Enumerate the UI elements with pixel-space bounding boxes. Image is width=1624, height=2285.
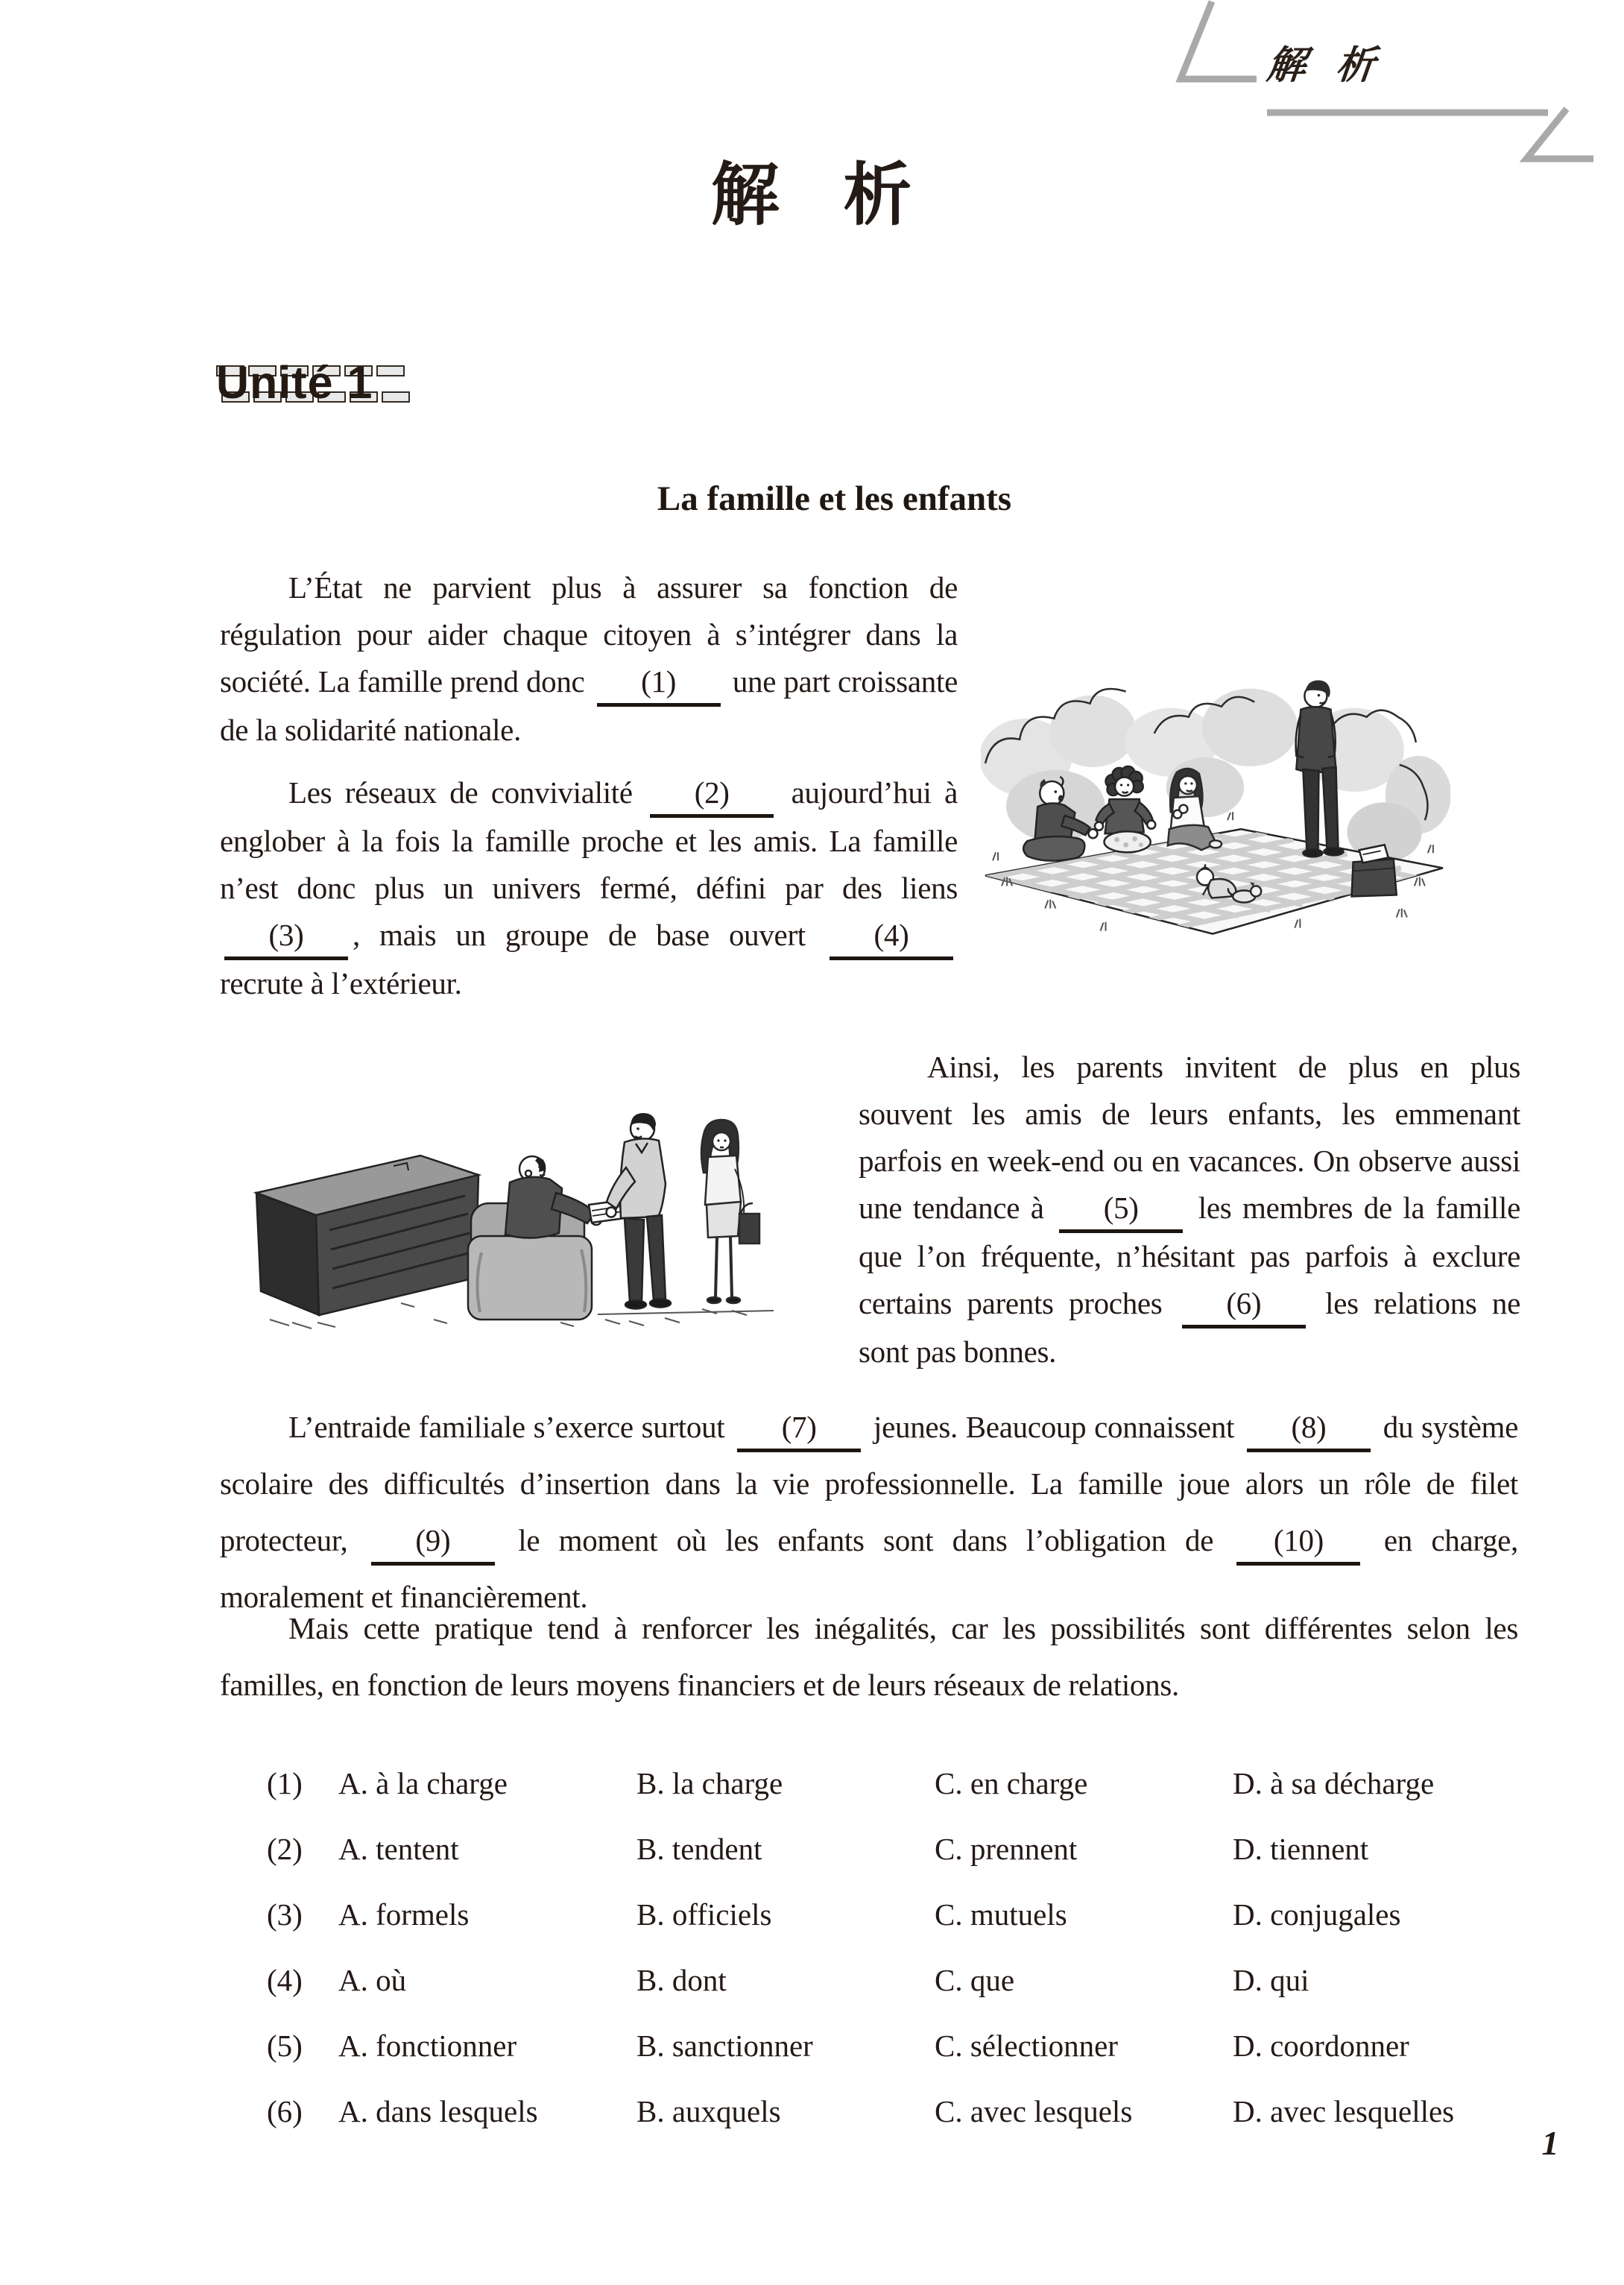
unit-heading-label: Unité 1 (216, 357, 373, 408)
option-number: (6) (267, 2094, 303, 2128)
option-a: A. dans lesquels (338, 2094, 538, 2128)
unit-heading (216, 359, 440, 412)
option-b: B. auxquels (636, 2094, 781, 2128)
zigzag-left-line (1181, 1, 1257, 79)
option-c: C. avec lesquels (935, 2094, 1133, 2128)
cloze-blank-5: (5) (1059, 1191, 1183, 1233)
option-number: (4) (267, 1963, 303, 1997)
office-handover-illustration (247, 1057, 796, 1345)
cloze-blank-6: (6) (1182, 1286, 1306, 1329)
option-number: (1) (267, 1766, 303, 1800)
cloze-blank-9: (9) (371, 1523, 495, 1566)
unit-tile (382, 391, 410, 403)
option-number: (5) (267, 2029, 303, 2063)
option-a: A. formels (338, 1897, 470, 1932)
cloze-blank-3: (3) (224, 918, 348, 960)
paragraph-5: Mais cette pratique tend à renforcer les inégalités, car les possibilités sont différentes selon les familles, en fonction de leurs moyens financiers et de leurs réseaux de relations. (220, 1611, 1518, 1702)
cloze-blank-7: (7) (737, 1410, 861, 1452)
option-d: D. conjugales (1233, 1897, 1401, 1932)
option-b: B. officiels (636, 1897, 772, 1932)
option-d: D. à sa décharge (1233, 1766, 1435, 1800)
page-number: 1 (1541, 2124, 1559, 2162)
option-c: C. que (935, 1963, 1015, 1997)
option-a: A. où (338, 1963, 407, 1997)
paragraph-1: L’État ne parvient plus à assurer sa fonction de régulation pour aider chaque citoyen à s’intégrer dans la société. La famille prend donc (1) une part croissante de la solidarité nationale. (220, 570, 958, 747)
desk (256, 1156, 478, 1315)
cloze-blank-1: (1) (597, 664, 721, 707)
unit-tile (376, 365, 405, 376)
option-d: D. coordonner (1233, 2029, 1409, 2063)
option-number: (2) (267, 1832, 303, 1866)
option-b: B. sanctionner (636, 2029, 813, 2063)
option-d: D. avec lesquelles (1233, 2094, 1455, 2128)
page-title: 解 析 (710, 157, 914, 233)
standing-woman (701, 1120, 759, 1303)
standing-man (1296, 681, 1344, 857)
cloze-blank-8: (8) (1247, 1410, 1371, 1452)
option-number: (3) (267, 1897, 303, 1932)
corner-header-title: 解 析 (1264, 44, 1377, 87)
family-picnic-illustration (981, 635, 1450, 939)
option-b: B. tendent (636, 1832, 762, 1866)
option-a: A. à la charge (338, 1766, 508, 1800)
option-d: D. tiennent (1233, 1832, 1369, 1866)
cloze-blank-4: (4) (830, 918, 953, 960)
lesson-title: La famille et les enfants (657, 479, 1012, 518)
paragraph-3: Ainsi, les parents invitent de plus en plus souvent les amis de leurs enfants, les emmenant parfois en week-end ou en vacances. On observe aussi une tendance à (5) les membres de la famille que l’on fréquente, n’hésitant pas parfois à exclure certains parents proches (6) les relations ne sont pas bonnes. (859, 1050, 1520, 1369)
option-c: C. mutuels (935, 1897, 1067, 1932)
option-c: C. sélectionner (935, 2029, 1118, 2063)
option-a: A. fonctionner (338, 2029, 517, 2063)
cloze-blank-2: (2) (650, 775, 774, 818)
option-c: C. en charge (935, 1766, 1088, 1800)
paragraph-2: Les réseaux de convivialité (2) aujourd’hui à englober à la fois la famille proche et les amis. La famille n’est donc plus un univers fermé, défini par des liens (3) , mais un groupe de base ouvert (4) recrute à l’extérieur. (220, 775, 958, 1000)
option-b: B. dont (636, 1963, 727, 1997)
curly-haired-woman (1095, 766, 1155, 852)
zigzag-right-line (1526, 109, 1593, 159)
paragraph-4: L’entraide familiale s’exerce surtout (7) jeunes. Beaucoup connaissent (8) du système scolaire des difficultés d’insertion dans la vie professionnelle. La famille joue alors un rôle de filet protecteur, (9) le moment où les enfants sont dans l’obligation de (10) en charge, moralement et financièrement. (220, 1410, 1518, 1614)
option-a: A. tentent (338, 1832, 459, 1866)
cloze-blank-10: (10) (1236, 1523, 1360, 1566)
option-d: D. qui (1233, 1963, 1309, 1997)
options-table (267, 1764, 1519, 2158)
standing-young-man (607, 1113, 672, 1309)
option-c: C. prennent (935, 1832, 1078, 1866)
option-b: B. la charge (636, 1766, 783, 1800)
